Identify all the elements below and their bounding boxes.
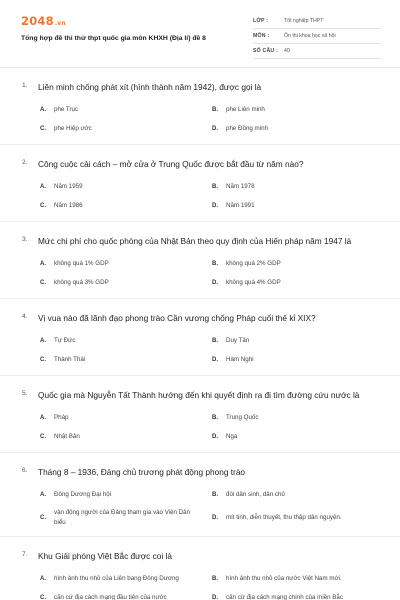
option-letter: C. <box>40 595 46 600</box>
meta-row-subject <box>253 29 381 44</box>
option-text: Năm 1986 <box>54 202 83 210</box>
option-d[interactable] <box>212 592 392 600</box>
meta-label: MÔN : <box>253 33 270 39</box>
question-number: 1. <box>22 82 28 89</box>
option-text: phe Đồng minh <box>226 125 268 133</box>
option-text: căn cứ địa cách mạng đầu tiên của nước <box>54 594 167 600</box>
option-letter: C. <box>40 203 46 209</box>
question-text: Quốc gia mà Nguyễn Tất Thành hướng đến khi quyết định ra đi tìm đường cứu nước là <box>38 390 360 400</box>
option-text: không quá 1% GDP <box>54 260 109 268</box>
option-text: hình ảnh thu nhỏ của Liên bang Đông Dương <box>54 575 179 583</box>
option-c[interactable] <box>40 200 212 212</box>
option-text: Nhật Bản <box>54 433 80 441</box>
site-logo[interactable] <box>21 14 66 28</box>
option-c[interactable] <box>40 354 212 366</box>
option-letter: A. <box>40 184 46 190</box>
option-letter: B. <box>212 492 218 498</box>
option-a[interactable] <box>40 412 212 424</box>
option-c[interactable] <box>40 277 212 289</box>
question-number: 2. <box>22 159 28 166</box>
option-text: Trung Quốc <box>226 414 259 422</box>
exam-meta <box>253 14 381 59</box>
question-item <box>0 453 400 537</box>
option-letter: D. <box>212 280 218 286</box>
option-letter: D. <box>212 357 218 363</box>
option-text: phe Hiệp ước <box>54 125 92 133</box>
option-d[interactable] <box>212 200 392 212</box>
option-letter: A. <box>40 261 46 267</box>
option-text: Năm 1991 <box>226 202 255 210</box>
option-letter: B. <box>212 415 218 421</box>
option-text: mít tinh, diễn thuyết, thu thập dân nguyện. <box>226 513 342 521</box>
option-text: không quá 2% GDP <box>226 260 281 268</box>
question-item <box>0 299 400 376</box>
logo-main: 2048 <box>21 14 54 28</box>
meta-value: Ôn thi khoa học xã hội <box>284 33 336 39</box>
question-item <box>0 145 400 222</box>
option-letter: C. <box>40 357 46 363</box>
option-letter: D. <box>212 203 218 209</box>
question-number: 4. <box>22 313 28 320</box>
option-b[interactable] <box>212 489 392 501</box>
option-c[interactable] <box>40 123 212 135</box>
question-item <box>0 68 400 145</box>
option-b[interactable] <box>212 412 392 424</box>
question-number: 3. <box>22 236 28 243</box>
option-a[interactable] <box>40 104 212 116</box>
question-item <box>0 222 400 299</box>
option-a[interactable] <box>40 489 212 501</box>
option-b[interactable] <box>212 181 392 193</box>
option-d[interactable] <box>212 123 392 135</box>
page-title: Tổng hợp đề thi thử thpt quốc gia môn KHXH (Địa lí) đề 8 <box>21 35 206 42</box>
option-letter: D. <box>212 514 218 521</box>
option-text: phe Trục <box>54 106 79 114</box>
option-letter: C. <box>40 434 46 440</box>
option-a[interactable] <box>40 573 212 585</box>
question-number: 7. <box>22 551 28 558</box>
meta-row-class <box>253 14 381 29</box>
logo-suffix: .vn <box>54 20 66 27</box>
option-c[interactable] <box>40 431 212 443</box>
question-item <box>0 537 400 600</box>
page-header <box>0 0 400 68</box>
option-a[interactable] <box>40 335 212 347</box>
option-letter: D. <box>212 434 218 440</box>
meta-value: Tốt nghiệp THPT <box>284 18 324 24</box>
question-number: 5. <box>22 390 28 397</box>
option-text: vận động người của Đảng tham gia vào Viện Dân biểu <box>54 509 191 526</box>
option-c[interactable] <box>40 508 212 527</box>
option-text: không quá 4% GDP <box>226 279 281 287</box>
option-letter: B. <box>212 338 218 344</box>
option-b[interactable] <box>212 335 392 347</box>
option-letter: C. <box>40 126 46 132</box>
option-text: Pháp <box>54 414 69 422</box>
option-letter: D. <box>212 126 218 132</box>
option-text: Tự Đức <box>54 337 76 345</box>
option-letter: C. <box>40 514 46 521</box>
meta-label: LỚP : <box>253 18 269 24</box>
question-list <box>0 68 400 600</box>
question-text: Mức chi phí cho quốc phòng của Nhật Bản theo quy định của Hiến pháp năm 1947 là <box>38 236 352 246</box>
option-text: Nga <box>226 433 238 441</box>
option-letter: A. <box>40 492 46 498</box>
option-text: căn cứ địa cách mạng chính của miền Bắc <box>226 594 343 600</box>
option-text: Hàm Nghi <box>226 356 254 364</box>
option-letter: A. <box>40 415 46 421</box>
question-text: Liên minh chống phát xít (hình thành năm 1942), được gọi là <box>38 82 262 92</box>
option-letter: B. <box>212 107 218 113</box>
option-letter: A. <box>40 338 46 344</box>
option-text: Duy Tân <box>226 337 250 345</box>
option-text: Thành Thái <box>54 356 86 364</box>
option-letter: B. <box>212 261 218 267</box>
meta-label: SỐ CÂU : <box>253 48 278 54</box>
option-text: phe Liên minh <box>226 106 265 114</box>
option-b[interactable] <box>212 258 392 270</box>
option-b[interactable] <box>212 104 392 116</box>
option-text: không quá 3% GDP <box>54 279 109 287</box>
option-d[interactable] <box>212 508 392 527</box>
option-d[interactable] <box>212 431 392 443</box>
option-letter: A. <box>40 107 46 113</box>
question-text: Công cuộc cải cách – mở cửa ở Trung Quốc được bắt đầu từ năm nào? <box>38 159 304 169</box>
meta-value: 40 <box>284 48 290 54</box>
option-letter: C. <box>40 280 46 286</box>
option-a[interactable] <box>40 181 212 193</box>
option-d[interactable] <box>212 354 392 366</box>
option-text: Năm 1959 <box>54 183 83 191</box>
question-text: Khu Giải phóng Việt Bắc được coi là <box>38 551 172 561</box>
option-letter: A. <box>40 576 46 582</box>
option-letter: B. <box>212 576 218 582</box>
option-text: Năm 1978 <box>226 183 255 191</box>
meta-row-question-count <box>253 44 381 59</box>
option-b[interactable] <box>212 573 392 585</box>
option-text: hình ảnh thu nhỏ của nước Việt Nam mới. <box>226 575 342 583</box>
option-letter: B. <box>212 184 218 190</box>
question-item <box>0 376 400 453</box>
option-text: đòi dân sinh, dân chủ <box>226 491 285 499</box>
option-d[interactable] <box>212 277 392 289</box>
option-a[interactable] <box>40 258 212 270</box>
question-text: Vị vua nào đã lãnh đạo phong trào Cần vương chống Pháp cuối thế kỉ XIX? <box>38 313 316 323</box>
option-c[interactable] <box>40 592 212 600</box>
question-number: 6. <box>22 467 28 474</box>
option-text: Đông Dương Đại hội <box>54 491 112 499</box>
question-text: Tháng 8 – 1936, Đảng chủ trương phát động phong trào <box>38 467 246 477</box>
option-letter: D. <box>212 595 218 600</box>
